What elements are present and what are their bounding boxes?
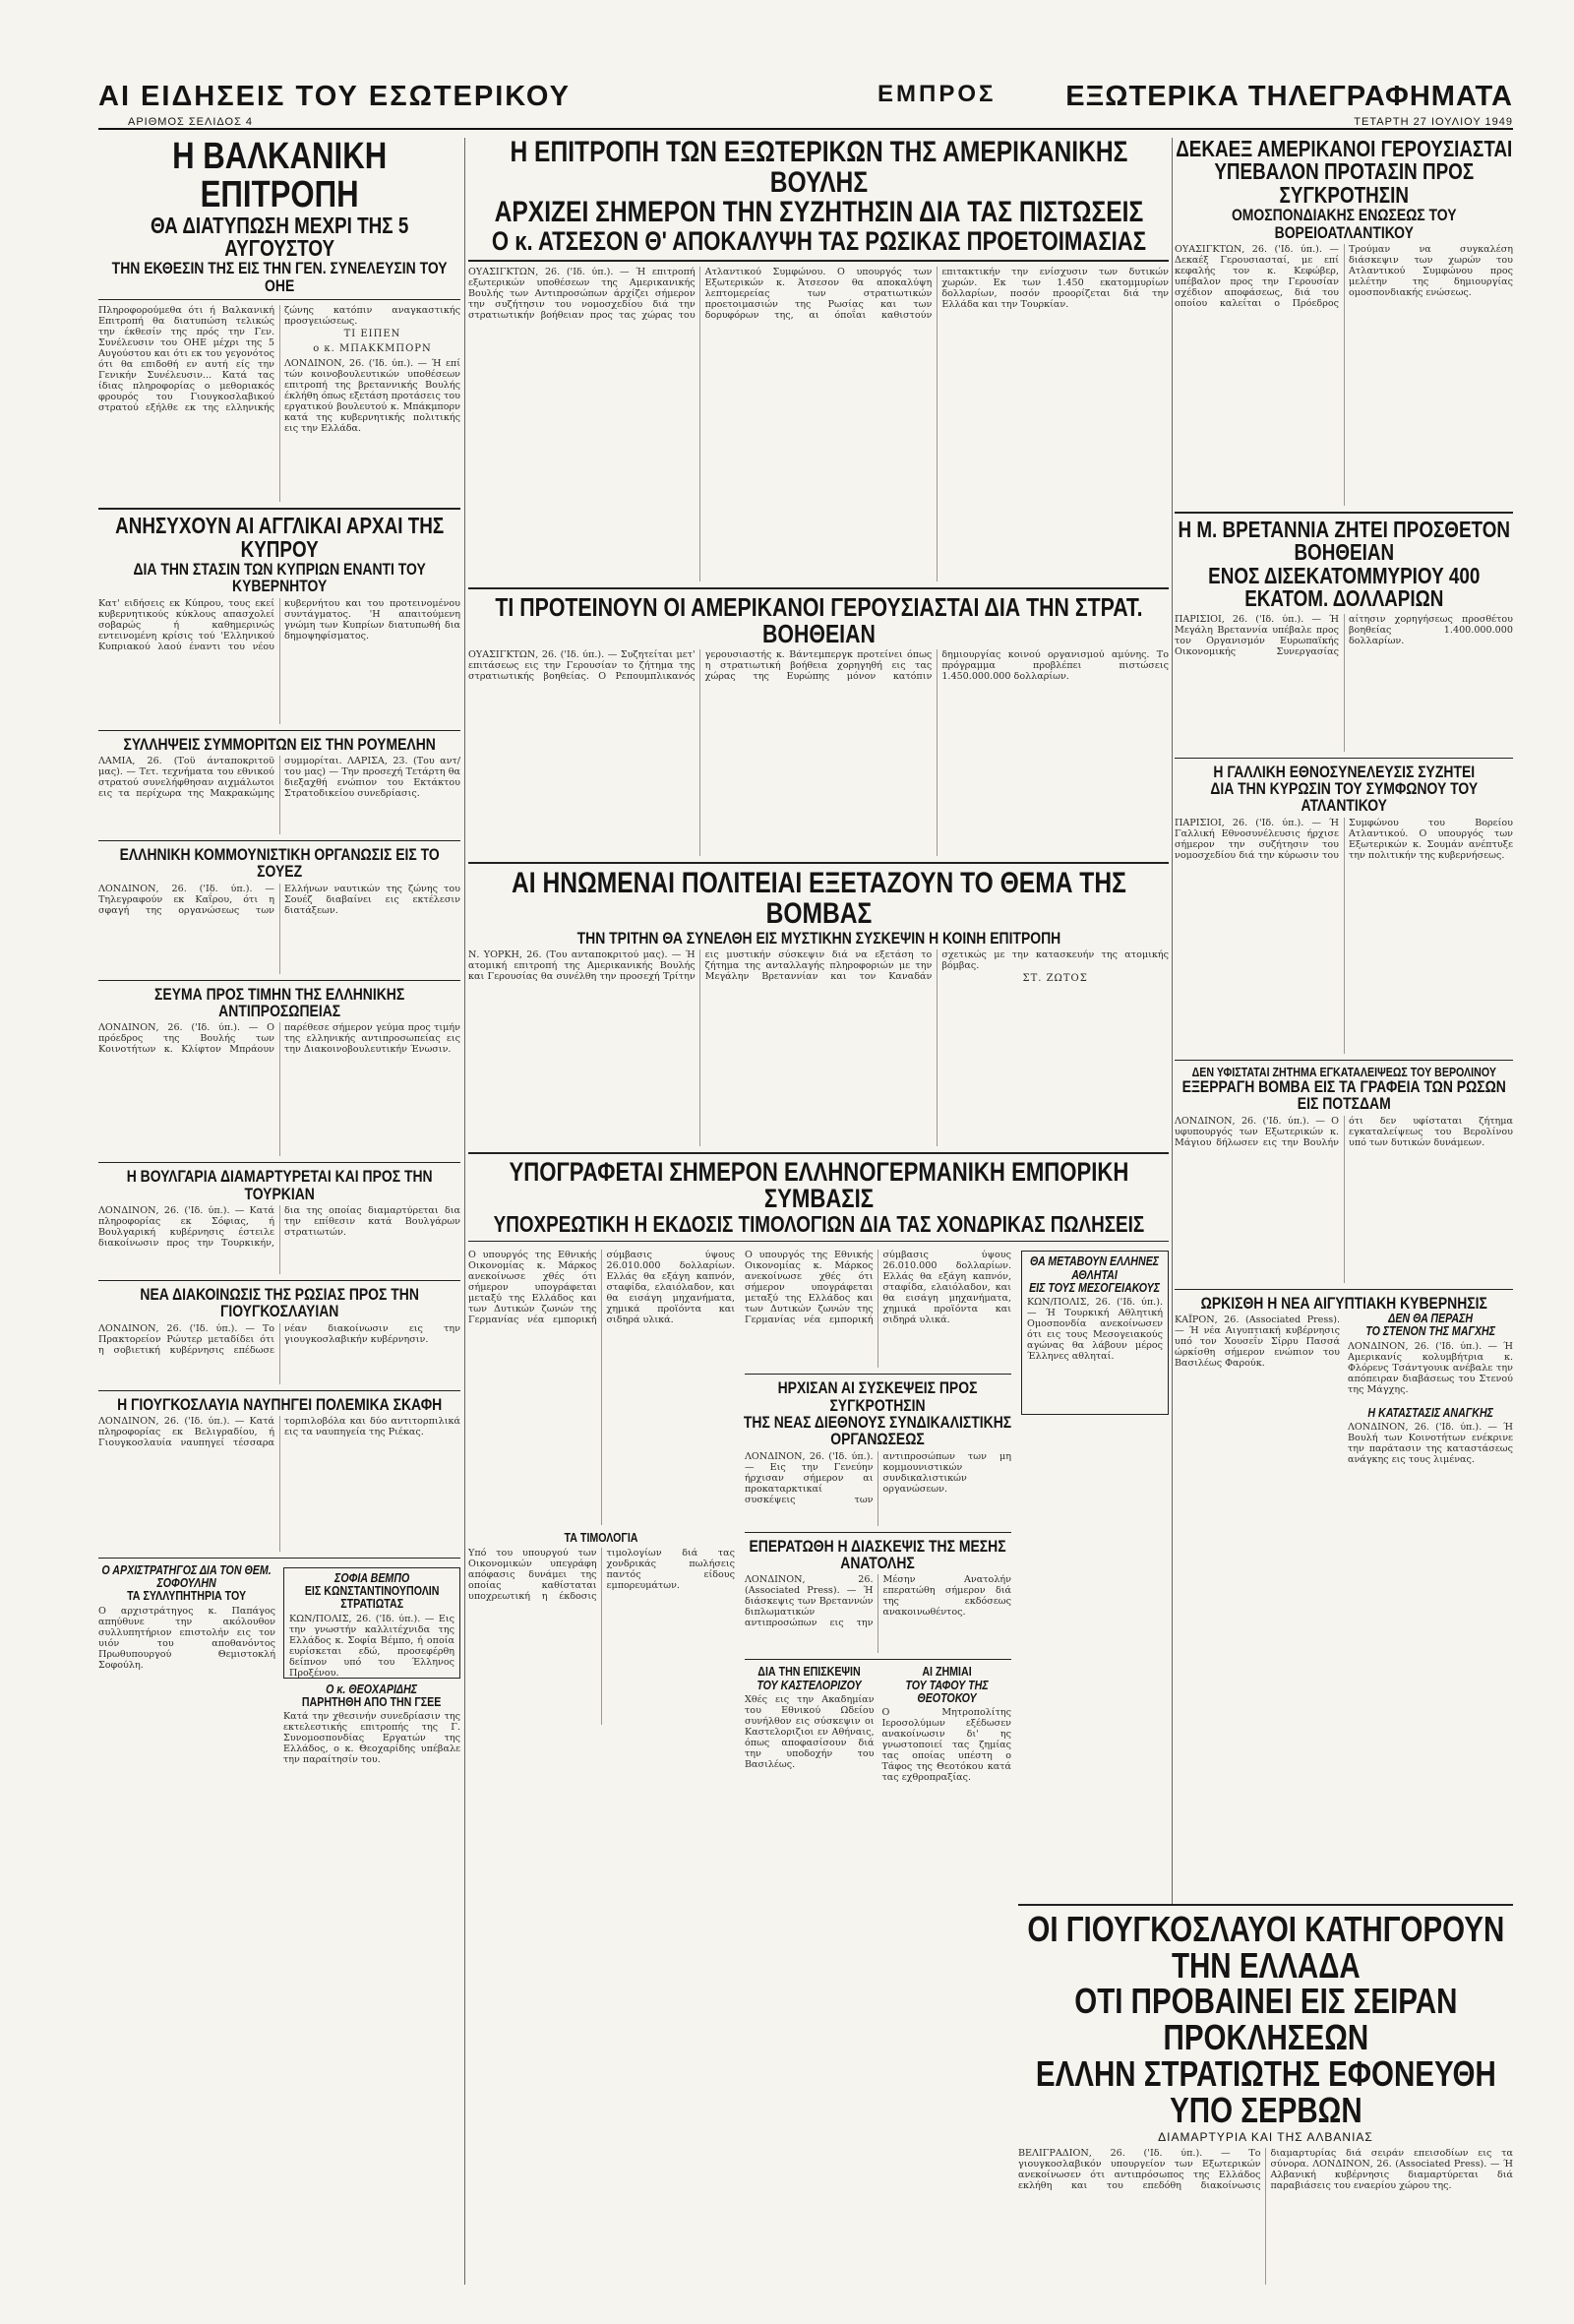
- headline: ΩΡΚΙΣΘΗ Η ΝΕΑ ΑΙΓΥΠΤΙΑΚΗ ΚΥΒΕΡΝΗΣΙΣ: [1200, 1293, 1487, 1313]
- lower-center-right: [745, 1247, 1011, 1782]
- divider: [98, 508, 460, 510]
- article-body: Ο υπουργός της Εθνικής Οικονομίας κ. Μάρκος ανεκοίνωσε χθές ότι σήμερον υπογράφεται μεταξύ της Ελλάδος και των Δυτικών ζωνών της Γερμανίας νέα εμπορική σύμβασις ύψους 26.010.000 δολλαρίων. Ελλάς θα εξάγη καπνόν, σταφίδα, ελαιόλαδον, και θα εισάγη μηχανήματα, χημικά προϊόντα και σιδηρά υλικά.: [468, 1250, 735, 1326]
- egypt-split: [1175, 1312, 1513, 1477]
- headline: ΗΡΧΙΣΑΝ ΑΙ ΣΥΣΚΕΨΕΙΣ ΠΡΟΣ ΣΥΓΚΡΟΤΗΣΙΝ: [778, 1378, 978, 1415]
- headline: ΤΙ ΠΡΟΤΕΙΝΟΥΝ ΟΙ ΑΜΕΡΙΚΑΝΟΙ ΓΕΡΟΥΣΙΑΣΤΑΙ ΔΙΑ ΤΗΝ ΣΤΡΑΤ. ΒΟΗΘΕΙΑΝ: [494, 592, 1143, 648]
- headline: ΕΝΟΣ ΔΙΣΕΚΑΤΟΜΜΥΡΙΟΥ 400 ΕΚΑΤΟΜ. ΔΟΛΛΑΡΙΩΝ: [1207, 562, 1481, 612]
- headline: ΟΤΙ ΠΡΟΒΑΙΝΕΙ ΕΙΣ ΣΕΙΡΑΝ ΠΡΟΚΛΗΣΕΩΝ: [1073, 1981, 1458, 2058]
- masthead: [98, 81, 1513, 126]
- divider: [745, 1374, 1011, 1375]
- article-body: [98, 305, 460, 502]
- subheadline: ΔΙΑ ΤΗΝ ΚΥΡΩΣΙΝ ΤΟΥ ΣΥΜΦΩΝΟΥ ΤΟΥ ΑΤΛΑΝΤΙΚΟΥ: [1210, 779, 1478, 816]
- subheadline: ΤΗΝ ΕΚΘΕΣΙΝ ΤΗΣ ΕΙΣ ΤΗΝ ΓΕΝ. ΣΥΝΕΛΕΥΣΙΝ ΤΟΥ ΟΗΕ: [111, 259, 448, 295]
- article-body: Κατά την χθεσινήν συνεδρίασιν της εκτελεστικής επιτροπής της Γ. Συνομοσπονδίας Εργατών της Ελλάδος, ο κ. Θεοχαρίδης υπέβαλε την παραίτησίν του.: [283, 1711, 460, 1766]
- headline: Η ΓΑΛΛΙΚΗ ΕΘΝΟΣΥΝΕΛΕΥΣΙΣ ΣΥΖΗΤΕΙ: [1213, 762, 1475, 781]
- article-text: Ν. ΥΟΡΚΗ, 26. (Του ανταποκριτού μας). — Ή ατομική επιτροπή της Αμερικανικής Βουλής και Γερουσίας θα συνέλθη την προσεχή Τρίτην εις μυστικήν σύσκεψιν διά να εξετάση το ζήτημα της ανταλλαγής πληροφοριών με την Μεγάλην Βρεταννίαν και τον Καναδάν σχετικώς με την κατασκευήν της ατομικής βόμβας.: [468, 948, 1169, 982]
- subheadline: ΥΠΟΧΡΕΩΤΙΚΗ Η ΕΚΔΟΣΙΣ ΤΙΜΟΛΟΓΙΩΝ ΔΙΑ ΤΑΣ ΧΟΝΔΡΙΚΑΣ ΠΩΛΗΣΕΙΣ: [493, 1210, 1144, 1237]
- section-title-right: ΕΞΩΤΕΡΙΚΑ ΤΗΛΕΓΡΑΦΗΜΑΤΑ: [1065, 81, 1513, 112]
- bottom-left-split: [98, 1563, 460, 1808]
- article-body: Ο αρχιστράτηγος κ. Παπάγος απηύθυνε την ακόλουθον συλλυπητήριον επιστολήν εις τον υιόν του αποθανόντος Πρωθυπουργού Θεμιστοκλή Σοφούλη.: [98, 1605, 275, 1671]
- issue-date: ΤΕΤΑΡΤΗ 27 ΙΟΥΛΙΟΥ 1949: [1354, 116, 1513, 128]
- news-item: [1175, 1312, 1340, 1477]
- byline: ΤΙ ΕΙΠΕΝ: [343, 329, 401, 340]
- headline: ΣΟΦΙΑ ΒΕΜΠΟ: [333, 1569, 410, 1585]
- byline: ΣΤ. ΖΩΤΟΣ: [1022, 972, 1088, 984]
- article-body: ΛΟΝΔΙΝΟΝ, 26. ('Ιδ. ύπ.). — Ή Αμερικανίς κολυμβήτρια κ. Φλόρενς Τσάντγουικ ανέβαλε την απόπειραν διαβάσεως του Στενού της Μάγχης.: [1348, 1340, 1513, 1395]
- lower-center-left: [468, 1247, 735, 1782]
- subheadline: ΕΙΣ ΤΟΥΣ ΜΕΣΟΓΕΙΑΚΟΥΣ: [1029, 1279, 1161, 1295]
- article-body: [468, 949, 1169, 1146]
- divider: [468, 1241, 1169, 1242]
- headline: ΔΕΝ ΥΦΙΣΤΑΤΑΙ ΖΗΤΗΜΑ ΕΓΚΑΤΑΛΕΙΨΕΩΣ ΤΟΥ ΒΕΡΟΛΙΝΟΥ: [1191, 1064, 1496, 1079]
- headline: ΝΕΑ ΔΙΑΚΟΙΝΩΣΙΣ ΤΗΣ ΡΩΣΙΑΣ ΠΡΟΣ ΤΗΝ ΓΙΟΥΓΚΟΣΛΑΥΙΑΝ: [140, 1284, 419, 1321]
- news-item: [1348, 1312, 1513, 1477]
- article-body: ΛΟΝΔΙΝΟΝ, 26. ('Ιδ. ύπ.). — Ή Βουλή των Κοινοτήτων ενέκρινε την παράτασιν της καταστάσεως ανάγκης εις τους λιμένας.: [1348, 1421, 1513, 1465]
- lower-center-side: [1021, 1247, 1169, 1782]
- section-title-left: ΑΙ ΕΙΔΗΣΕΙΣ ΤΟΥ ΕΣΩΤΕΡΙΚΟΥ: [98, 81, 572, 112]
- article-text: Πληροφορούμεθα ότι ή Βαλκανική Επιτροπή θα διατυπώση τελικώς την έκθεσίν της πρός την Γεν. Συνέλευσιν του ΟΗΕ μέχρι της 5 Αυγούστου και ότι εκ του γεγονότος ότι θα επιδοθή εν αυτή είς την Γενικήν Συνέλευσιν... Κατά τας ίδιας πληροφορίας ο μεθοριακός φρουρός του Γιουγκοσλαβικού στρατού εξήλθε εκ της ελληνικής ζώνης κατόπιν αναγκαστικής προσγειώσεως.: [98, 305, 460, 414]
- divider: [98, 1162, 460, 1163]
- news-item: [283, 1563, 460, 1808]
- divider: [98, 980, 460, 981]
- article-body: ΒΕΛΙΓΡΑΔΙΟΝ, 26. ('Ιδ. ύπ.). — Το γιουγκοσλαβικόν υπουργείον των Εξωτερικών ανεκοίνωσεν ότι αντιπρόσωπος της Ελλάδος εκλήθη και του επεδόθη διακοίνωσις διαμαρτυρίας διά σειράν επεισοδίων εις τα σύνορα. ΛΟΝΔΙΝΟΝ, 26. (Associated Press). — Ή Αλβανική κυβέρνησις διαμαρτύρεται διά παραβιάσεις του εναερίου χώρου της.: [1018, 2148, 1513, 2192]
- section-label: ΤΑ ΤΙΜΟΛΟΓΙΑ: [565, 1530, 638, 1546]
- article-body: Ο Μητροπολίτης Ιεροσολύμων εξέδωσεν ανακοίνωσιν δι' ης γνωστοποιεί τας ζημίας τας οποίας υπέστη ο Τάφος της Θεοτόκου κατά τας εχθροπραξίας.: [881, 1707, 1011, 1784]
- divider: [1175, 512, 1513, 514]
- subheadline: ΤΗΝ ΤΡΙΤΗΝ ΘΑ ΣΥΝΕΛΘΗ ΕΙΣ ΜΥΣΤΙΚΗΝ ΣΥΣΚΕΨΙΝ Η ΚΟΙΝΗ ΕΠΙΤΡΟΠΗ: [576, 928, 1060, 948]
- article-body: ΛΟΝΔΙΝΟΝ, 26. (Associated Press). — Ή διάσκεψις των Βρεταννών διπλωματικών αντιπροσώπων εις την Μέσην Ανατολήν επερατώθη σήμερον διά της εκδόσεως ανακοινωθέντος.: [745, 1574, 1011, 1629]
- bottom-story: [1018, 1904, 1513, 2285]
- divider: [98, 840, 460, 841]
- headline: ΥΠΟΓΡΑΦΕΤΑΙ ΣΗΜΕΡΟΝ ΕΛΛΗΝΟΓΕΡΜΑΝΙΚΗ ΕΜΠΟΡΙΚΗ ΣΥΜΒΑΣΙΣ: [509, 1156, 1128, 1214]
- lower-center-area: [468, 1247, 1169, 1782]
- left-column: [98, 138, 460, 2285]
- article-body: ΛΟΝΔΙΝΟΝ, 26. ('Ιδ. ύπ.). — Ο πρόεδρος της Βουλής των Κοινοτήτων κ. Κλίφτον Μπράουν παρέθεσε σήμερον γεύμα προς τιμήν της ελληνικής αντιπροσωπείας εις την Διακοινοβουλευτικήν Ένωσιν.: [98, 1022, 460, 1056]
- divider: [468, 260, 1169, 262]
- column-divider: [464, 138, 465, 2285]
- subheadline: ΔΙΑ ΤΗΝ ΣΤΑΣΙΝ ΤΩΝ ΚΥΠΡΙΩΝ ΕΝΑΝΤΙ ΤΟΥ ΚΥΒΕΡΝΗΤΟΥ: [133, 559, 426, 596]
- paper-name: ΕΜΠΡΟΣ: [878, 81, 997, 107]
- headline: ΕΛΛΗΝΙΚΗ ΚΟΜΜΟΥΝΙΣΤΙΚΗ ΟΡΓΑΝΩΣΙΣ ΕΙΣ ΤΟ ΣΟΥΕΖ: [119, 844, 440, 882]
- headline: ΟΙ ΓΙΟΥΓΚΟΣΛΑΥΟΙ ΚΑΤΗΓΟΡΟΥΝ ΤΗΝ ΕΛΛΑΔΑ: [1027, 1909, 1504, 1986]
- divider: [468, 1152, 1169, 1154]
- divider: [98, 1558, 460, 1559]
- headline: ΣΥΛΛΗΨΕΙΣ ΣΥΜΜΟΡΙΤΩΝ ΕΙΣ ΤΗΝ ΡΟΥΜΕΛΗΝ: [123, 734, 436, 754]
- article-body: Κατ' ειδήσεις εκ Κύπρου, τους εκεί κυβερνητικούς κύκλους απασχολεί σοβαρώς ή καθημερινώς εντεινομένη κρίσις τού 'Ελληνικού Κυπριακού λαού έναντι του νέου κυβερνήτου και του προτεινομένου συντάγματος. 'Η απαιτούμενη γνώμη των Κυπρίων διατυπωθή δια δημοψηφίσματος.: [98, 597, 460, 652]
- article-body: Υπό του υπουργού των Οικονομικών υπεγράφη απόφασις δυνάμει της οποίας καθίσταται υποχρεωτική η έκδοσις τιμολογίων διά τας χονδρικάς πωλήσεις παντός είδους εμπορευμάτων.: [468, 1547, 735, 1602]
- headline: Η Μ. ΒΡΕΤΑΝΝΙΑ ΖΗΤΕΙ ΠΡΟΣΘΕΤΟΝ ΒΟΗΘΕΙΑΝ: [1178, 517, 1510, 566]
- article-body: ΛΟΝΔΙΝΟΝ, 26. ('Ιδ. ύπ.). — Κατά πληροφορίας εκ Βελιγραδίου, ή Γιουγκοσλαυία ναυπηγεί τέσσαρα τορπιλοβόλα και δύο αντιτορπιλικά εις τα ναυπηγεία της Ριέκας.: [98, 1415, 460, 1448]
- headline: Η ΚΑΤΑΣΤΑΣΙΣ ΑΝΑΓΚΗΣ: [1367, 1404, 1493, 1420]
- article-body: ΠΑΡΙΣΙΟΙ, 26. ('Ιδ. ύπ.). — Ή Γαλλική Εθνοσυνέλευσις ήρχισε σήμερον την συζήτησιν του νομοσχεδίου διά την κύρωσιν του Συμφώνου του Βορείου Ατλαντικού. Ο υπουργός των Εξωτερικών κ. Σουμάν ανέπτυξε την πολιτικήν της κυβερνήσεως.: [1175, 817, 1513, 861]
- headline: Η ΓΙΟΥΓΚΟΣΛΑΥΙΑ ΝΑΥΠΗΓΕΙ ΠΟΛΕΜΙΚΑ ΣΚΑΦΗ: [116, 1394, 443, 1414]
- news-item: [745, 1665, 875, 1782]
- headline: Η ΒΟΥΛΓΑΡΙΑ ΔΙΑΜΑΡΤΥΡΕΤΑΙ ΚΑΙ ΠΡΟΣ ΤΗΝ ΤΟΥΡΚΙΑΝ: [126, 1167, 433, 1203]
- divider: [745, 1659, 1011, 1660]
- headline: ΥΠΕΒΑΛΟΝ ΠΡΟΤΑΣΙΝ ΠΡΟΣ ΣΥΓΚΡΟΤΗΣΙΝ: [1214, 158, 1474, 208]
- headline: ΔΕΝ ΘΑ ΠΕΡΑΣΗ: [1388, 1311, 1473, 1326]
- boxed-item: [1021, 1251, 1169, 1415]
- small-items: [745, 1665, 1011, 1782]
- headline: Η ΕΠΙΤΡΟΠΗ ΤΩΝ ΕΞΩΤΕΡΙΚΩΝ ΤΗΣ ΑΜΕΡΙΚΑΝΙΚΗΣ ΒΟΥΛΗΣ: [510, 138, 1127, 199]
- subheadline: ΟΜΟΣΠΟΝΔΙΑΚΗΣ ΕΝΩΣΕΩΣ ΤΟΥ ΒΟΡΕΙΟΑΤΛΑΝΤΙΚΟΥ: [1231, 206, 1457, 242]
- boxed-item: [283, 1567, 460, 1679]
- headline: Ο κ. ΑΤΣΕΣΟΝ Θ' ΑΠΟΚΑΛΥΨΗ ΤΑΣ ΡΩΣΙΚΑΣ ΠΡΟΕΤΟΙΜΑΣΙΑΣ: [491, 225, 1146, 256]
- byline: ο κ. ΜΠΑΚΚΜΠΟΡΝ: [313, 343, 432, 355]
- headline: ΑΙ ΖΗΜΙΑΙ: [922, 1664, 972, 1680]
- article-body: Χθές εις την Ακαδημίαν του Εθνικού Ωδείου συνήλθον εις σύσκεψιν οι Καστελοριζιοι εν Αθήναις, όπως αποφασίσουν διά την υποδοχήν του Βασιλέως.: [745, 1693, 875, 1770]
- headline: ΑΝΗΣΥΧΟΥΝ ΑΙ ΑΓΓΛΙΚΑΙ ΑΡΧΑΙ ΤΗΣ ΚΥΠΡΟΥ: [114, 513, 445, 562]
- headline: ΔΕΚΑΕΞ ΑΜΕΡΙΚΑΝΟΙ ΓΕΡΟΥΣΙΑΣΤΑΙ: [1175, 138, 1513, 161]
- divider: [98, 1390, 460, 1391]
- divider: [98, 1280, 460, 1281]
- divider: [468, 862, 1169, 864]
- headline: ΑΙ ΗΝΩΜΕΝΑΙ ΠΟΛΙΤΕΙΑΙ ΕΞΕΤΑΖΟΥΝ ΤΟ ΘΕΜΑ ΤΗΣ ΒΟΜΒΑΣ: [511, 867, 1126, 930]
- divider: [98, 730, 460, 731]
- headline: ΕΞΕΡΡΑΓΗ ΒΟΜΒΑ ΕΙΣ ΤΑ ΓΡΑΦΕΙΑ ΤΩΝ ΡΩΣΩΝ ΕΙΣ ΠΟΤΣΔΑΜ: [1181, 1077, 1506, 1114]
- divider: [745, 1532, 1011, 1533]
- article-body: ΚΑΪΡΟΝ, 26. (Associated Press). — Ή νέα Αιγυπτιακή κυβέρνησις υπό τον Χουσεΐν Σίρρυ Πασσά ώρκίσθη σήμερον ενώπιον του Βασιλέως Φαρούκ.: [1175, 1315, 1340, 1370]
- headline: ΣΕΥΜΑ ΠΡΟΣ ΤΙΜΗΝ ΤΗΣ ΕΛΛΗΝΙΚΗΣ ΑΝΤΙΠΡΟΣΩΠΕΙΑΣ: [153, 984, 405, 1020]
- article-body: ΚΩΝ/ΠΟΛΙΣ, 26. ('Ιδ. ύπ.). — Ή Τουρκική Αθλητική Ομοσπονδία ανεκοίνωσεν ότι εις τους Μεσογειακούς αγώνας θα λάβουν μέρος Έλληνες αθληταί.: [1027, 1297, 1163, 1363]
- divider: [1175, 1289, 1513, 1290]
- article-body: ΟΥΑΣΙΓΚΤΩΝ, 26. ('Ιδ. ύπ.). — Ή επιτροπή εξωτερικών υποθέσεων της Αμερικανικής Βουλής των Αντιπροσώπων άρχίζει σήμερον την συζήτησιν του νομοσχεδίου διά την στρατιωτικήν βοήθειαν προς τας χώρας του Ατλαντικού Συμφώνου. Ο υπουργός των Εξωτερικών κ. Άτσεσον θα αποκαλύψη λεπτομερείας των στρατιωτικών προετοιμασιών της Ρωσίας και των δορυφόρων της, αι όποΐαι καθιστούν επιτακτικήν την ενίσχυσιν των δυτικών χωρών. Εκ των 1.450 εκατομμυρίων δολλαρίων, ποσόν προορίζεται διά την Ελλάδα και την Τουρκίαν.: [468, 267, 1169, 322]
- subheadline: ΤΟ ΣΤΕΝΟΝ ΤΗΣ ΜΑΓΧΗΣ: [1365, 1323, 1495, 1339]
- article-body: ΛΟΝΔΙΝΟΝ, 26. ('Ιδ. ύπ.). — Κατά πληροφορίας εκ Σόφιας, ή Βουλγαρική κυβέρνησις έστειλε διακοίνωσιν προς την Τουρκικήν, δια της οποίας διαμαρτύρεται δια την επίθεσιν κατά Βουλγάρων στρατιωτών.: [98, 1204, 460, 1249]
- article-body: ΛΟΝΔΙΝΟΝ, 26. ('Ιδ. ύπ.). — Το Πρακτορείον Ρώυτερ μεταδίδει ότι η σοβιετική κυβέρνησις επέδωσε νέαν διακοίνωσιν εις την γιουγκοσλαβικήν κυβέρνησιν.: [98, 1322, 460, 1356]
- divider: [1175, 758, 1513, 759]
- headline: ΕΛΛΗΝ ΣΤΡΑΤΙΩΤΗΣ ΕΦΟΝΕΥΘΗ ΥΠΟ ΣΕΡΒΩΝ: [1035, 2052, 1496, 2130]
- headline: ΤΗΣ ΝΕΑΣ ΔΙΕΘΝΟΥΣ ΣΥΝΔΙΚΑΛΙΣΤΙΚΗΣ ΟΡΓΑΝΩΣΕΩΣ: [744, 1413, 1012, 1449]
- article-text: ΛΟΝΔΙΝΟΝ, 26. ('Ιδ. ύπ.). — Ή επί τών κοινοβουλευτικών υποθέσεων επιτροπή της βρεταννικής Βουλής έκλήθη όπως εξετάση προτάσεις του εργατικού βουλευτού κ. Μπάκμπορν κατά της κυβερνητικής πολιτικής εις την Ελλάδα.: [284, 358, 460, 435]
- headline: ΔΙΑ ΤΗΝ ΕΠΙΣΚΕΨΙΝ: [757, 1664, 861, 1680]
- article-body: Ο υπουργός της Εθνικής Οικονομίας κ. Μάρκος ανεκοίνωσε χθές ότι σήμερον υπογράφεται μεταξύ της Ελλάδος και των Δυτικών ζωνών της Γερμανίας νέα εμπορική σύμβασις ύψους 26.010.000 δολλαρίων. Ελλάς θα εξάγη καπνόν, σταφίδα, ελαιόλαδον, και θα εισάγη μηχανήματα, χημικά προϊόντα και σιδηρά υλικά.: [745, 1250, 1011, 1326]
- headline: ΘΑ ΜΕΤΑΒΟΥΝ ΕΛΛΗΝΕΣ ΑΘΛΗΤΑΙ: [1030, 1254, 1160, 1282]
- divider: [98, 299, 460, 300]
- article-body: ΛΑΜΙΑ, 26. (Τοϋ άνταποκριτοϋ μας). — Τετ. τεχνήματα του εθνικού στρατού συνελήφθησαν αιχμάλωτοι εις τα περίχωρα της Μακρακώμης συμμορίται. ΛΑΡΙΣΑ, 23. (Του αντ/του μας) — Την προσεχή Τετάρτη θα διεξαχθή ενώπιον του Εκτάκτου Στρατοδικείου συνεδρίασις.: [98, 755, 460, 799]
- news-item: [882, 1665, 1012, 1782]
- subheadline: ΤΑ ΣΥΛΛΥΠΗΤΗΡΙΑ ΤΟΥ: [127, 1588, 247, 1604]
- article-body: ΛΟΝΔΙΝΟΝ, 26. ('Ιδ. ύπ.). — Τηλεγραφούν εκ Καΐρου, ότι η σφαγή της οργανώσεως των Ελλήνων ναυτικών της ζώνης του Σουέζ διαβαίνει εις εκτέλεσιν διατάξεων.: [98, 883, 460, 916]
- article-body: ΟΥΑΣΙΓΚΤΩΝ, 26. ('Ιδ. ύπ.). — Δεκαέξ Γερουσιασταί, με επί κεφαλής τον κ. Κεφώβερ, υπέβαλον προς την Γερουσίαν σχέδιον αποφάσεως, διά του οποίου καλείται ο Πρόεδρος Τρούμαν να συγκαλέση διάσκεψιν των χωρών του Ατλαντικού Συμφώνου προς μελέτην της δημιουργίας ομοσπονδιακής ενώσεως.: [1175, 244, 1513, 310]
- article-body: ΛΟΝΔΙΝΟΝ, 26. ('Ιδ. ύπ.). — Εις την Γενεύην ήρχισαν σήμερον αι προκαταρκτικαί συσκέψεις των αντιπροσώπων των μη κομμουνιστικών συνδικαλιστικών οργανώσεων.: [745, 1450, 1011, 1505]
- article-body: ΠΑΡΙΣΙΟΙ, 26. ('Ιδ. ύπ.). — Ή Μεγάλη Βρεταννία υπέβαλε προς τον Οργανισμόν Ευρωπαϊκής Οικονομικής Συνεργασίας αίτησιν χορηγήσεως προσθέτου βοηθείας 1.400.000.000 δολλαρίων.: [1175, 613, 1513, 657]
- headline: ΕΠΕΡΑΤΩΘΗ Η ΔΙΑΣΚΕΨΙΣ ΤΗΣ ΜΕΣΗΣ ΑΝΑΤΟΛΗΣ: [749, 1536, 1007, 1573]
- subheadline: ΕΙΣ ΚΩΝΣΤΑΝΤΙΝΟΥΠΟΛΙΝ ΣΤΡΑΤΙΩΤΑΣ: [304, 1583, 440, 1612]
- divider: [468, 587, 1169, 589]
- article-body: ΟΥΑΣΙΓΚΤΩΝ, 26. ('Ιδ. ύπ.). — Συζητείται μετ' επιτάσεως εις την Γερουσίαν το ζήτημα της στρατιωτικής βοηθείας. Ο Ρεπουμπλικανός γερουσιαστής κ. Βάντεμπεργκ προτείνει όπως η στρατιωτική βοήθεια χορηγηθή εις τας χώρας της Ευρώπης μόνον κατόπιν δημιουργίας κοινού οργανισμού αμύνης. Το πρόγραμμα προβλέπει πιστώσεις 1.450.000.000 δολλαρίων.: [468, 649, 1169, 683]
- page-number: ΑΡΙΘΜΟΣ ΣΕΛΙΔΟΣ 4: [128, 116, 254, 128]
- headline: ΑΡΧΙΖΕΙ ΣΗΜΕΡΟΝ ΤΗΝ ΣΥΖΗΤΗΣΙΝ ΔΙΑ ΤΑΣ ΠΙΣΤΩΣΕΙΣ: [494, 196, 1143, 229]
- headline: ΘΑ ΔΙΑΤΥΠΩΣΗ ΜΕΧΡΙ ΤΗΣ 5 ΑΥΓΟΥΣΤΟΥ: [150, 212, 409, 261]
- subheadline: ΤΟΥ ΚΑΣΤΕΛΟΡΙΖΟΥ: [757, 1677, 862, 1692]
- masthead-rule: [98, 128, 1513, 130]
- news-item: [98, 1563, 275, 1808]
- divider: [1175, 1060, 1513, 1061]
- headline: Ο κ. ΘΕΟΧΑΡΙΔΗΣ: [326, 1681, 418, 1696]
- subheadline: ΤΟΥ ΤΑΦΟΥ ΤΗΣ ΘΕΟΤΟΚΟΥ: [905, 1677, 989, 1705]
- article-body: ΛΟΝΔΙΝΟΝ, 26. ('Ιδ. ύπ.). — Ο υφυπουργός των Εξωτερικών κ. Μάγιου δήλωσεν εις την Βουλήν ότι δεν υφίσταται ζήτημα εγκαταλείψεως του Βερολίνου υπό των δυτικών δυνάμεων.: [1175, 1115, 1513, 1148]
- article-body: ΚΩΝ/ΠΟΛΙΣ, 26. ('Ιδ. ύπ.). — Εις την γνωστήν καλλιτέχνιδα της Ελλάδος κ. Σοφία Βέμπο, ή οποία ευρίσκεται εδώ, προσεφέρθη δείπνον υπό του Έλληνος Προξένου.: [289, 1613, 454, 1679]
- headline: Ο ΑΡΧΙΣΤΡΑΤΗΓΟΣ ΔΙΑ ΤΟΝ ΘΕΜ. ΣΟΦΟΥΛΗΝ: [101, 1561, 272, 1591]
- subheadline: ΔΙΑΜΑΡΤΥΡΙΑ ΚΑΙ ΤΗΣ ΑΛΒΑΝΙΑΣ: [1158, 2130, 1373, 2145]
- headline: Η ΒΑΛΚΑΝΙΚΗ ΕΠΙΤΡΟΠΗ: [171, 138, 388, 215]
- subheadline: ΠΑΡΗΤΗΘΗ ΑΠΟ ΤΗΝ ΓΣΕΕ: [302, 1693, 442, 1709]
